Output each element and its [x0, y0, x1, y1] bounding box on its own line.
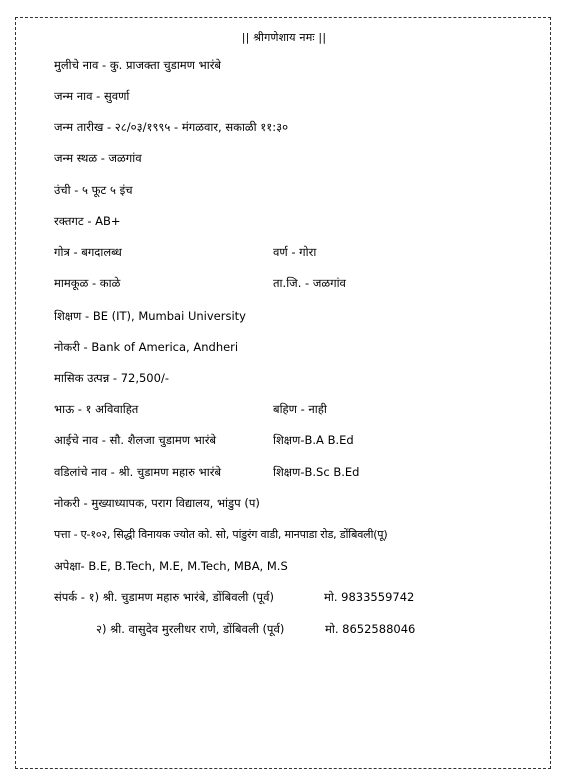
father-job: नोकरी - मुख्याध्यापक, पराग विद्यालय, भांडुप (प) [54, 496, 260, 510]
contact-1-phone: मो. 9833559742 [324, 590, 415, 604]
contact-2-phone: मो. 8652588046 [325, 622, 416, 636]
bride-name: मुलीचे नाव - कु. प्राजक्ता चुडामण भारंबे [54, 58, 221, 72]
contact-1: संपर्क - १) श्री. चुडामण महारु भारंबे, डोंबिवली (पूर्व) [54, 590, 274, 604]
page-heading: || श्रीगणेशाय नमः || [241, 31, 327, 44]
mother-name: आईचे नाव - सौ. शैलजा चुडामण भारंबे [54, 433, 217, 447]
father-name: वडिलांचे नाव - श्री. चुडामण महारु भारंबे [54, 465, 222, 479]
birth-place: जन्म स्थळ - जळगांव [54, 151, 142, 165]
expectation: अपेक्षा- B.E, B.Tech, M.E, M.Tech, MBA, M.S [54, 559, 288, 573]
monthly-income: मासिक उत्पन्न - 72,500/- [54, 371, 169, 385]
brother: भाऊ - १ अविवाहित [54, 402, 139, 416]
blood-group: रक्तगट - AB+ [54, 214, 121, 228]
education: शिक्षण - BE (IT), Mumbai University [54, 309, 246, 323]
gotra: गोत्र - बगदालब्ध [54, 245, 122, 259]
mamkul: मामकूळ - काळे [54, 276, 121, 290]
job: नोकरी - Bank of America, Andheri [54, 340, 239, 354]
address: पत्ता - ए-१०२, सिद्धी विनायक ज्योत को. सो, पांडुरंग वाडी, मानपाडा रोड, डोंबिवली(पू) [54, 528, 388, 541]
father-education: शिक्षण-B.Sc B.Ed [273, 465, 360, 479]
contact-2: २) श्री. वासुदेव मुरलीधर राणे, डोंबिवली (पूर्व) [96, 622, 285, 636]
mother-education: शिक्षण-B.A B.Ed [273, 433, 354, 447]
birth-date: जन्म तारीख - २८/०३/१९९५ - मंगळवार, सकाळी ११:३० [54, 120, 289, 134]
taluka: ता.जि. - जळगांव [273, 276, 346, 290]
height: उंची - ५ फूट ५ इंच [54, 183, 133, 197]
varna: वर्ण - गोरा [273, 245, 317, 259]
birth-name: जन्म नाव - सुवर्णा [54, 89, 130, 103]
sister: बहिण - नाही [273, 402, 327, 416]
